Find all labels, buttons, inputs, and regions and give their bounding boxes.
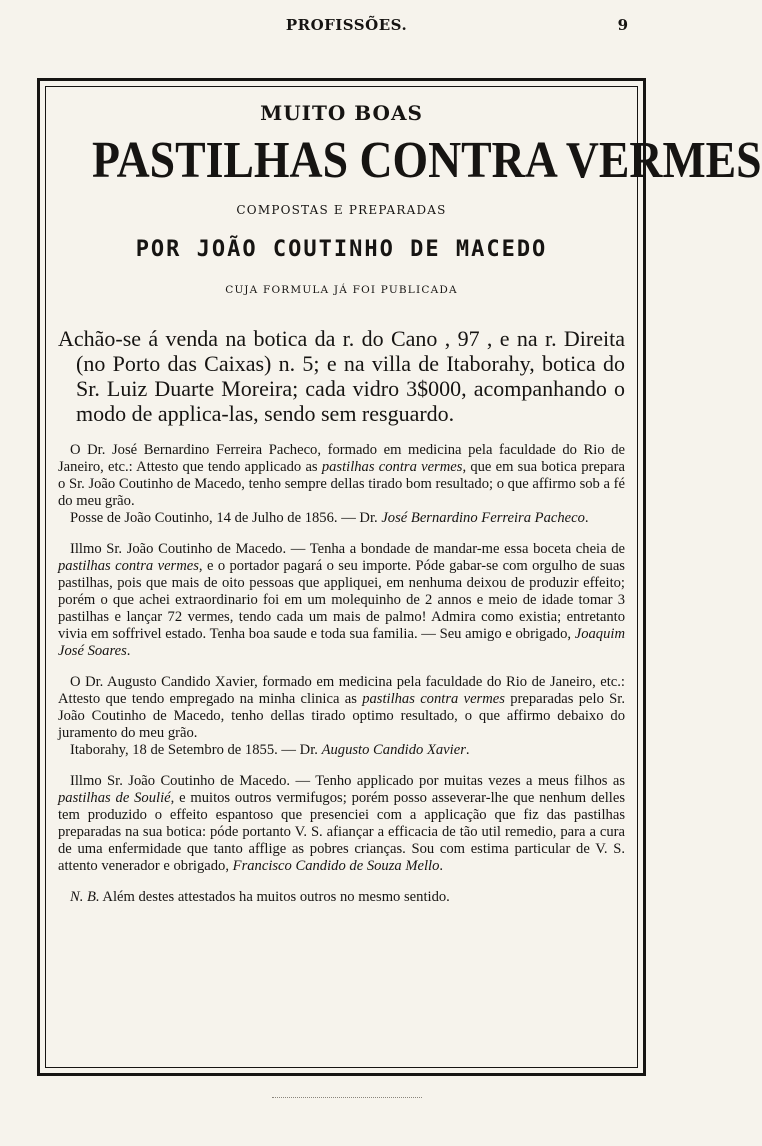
testimonial-text: , que em sua botica prepara o Sr. João Coutinho de Macedo, tenho sempre dellas tirado bom resultado; o que affirmo sob a fé do meu grão. [58,459,625,509]
ad-headline: PASTILHAS CONTRA VERMES [92,132,762,189]
signature-pacheco [58,510,625,527]
testimonial-text: , e o portador pagará o seu importe. Póde gabar-se com orgulho de suas pastilhas, pois que mais de oito pessoas que appliquei, em nenhuma deixou de produzir effeito; porém o que achei extraordinario foi em um molequinho de 2 annos e meio de idade tomar 3 pastilhas e lançar 72 vermes, tendo cada um mais de palmo! Admira como existia; entretanto vivia em soffrivel estado. Tenha boa saude e toda sua familia. — Seu amigo e obrigado, [58,558,625,642]
signature-text: Itaborahy, 18 de Setembro de 1855. — Dr. [70,742,322,758]
ad-compostas: COMPOSTAS E PREPARADAS [236,203,447,217]
signature-name: Joaquim José Soares [58,626,625,659]
testimonial-italic: pastilhas de Soulié [58,790,171,806]
running-head [0,10,693,40]
testimonial-text: Illmo Sr. João Coutinho de Macedo. — Tenho applicado por muitas vezes a meus filhos as [70,773,625,789]
testimonial-text: preparadas pelo Sr. João Coutinho de Macedo, tenho dellas tirado optimo resultado, o que affirmo debaixo do juramento do meu grão. [58,691,625,741]
ad-lead-paragraph: Achão-se á venda na botica da r. do Cano , 97 , e na r. Direita (no Porto das Caixas) n. 5; e na villa de Itaborahy, botica do Sr. Luiz Duarte Moreira; cada vidro 3$000, acompanhando o modo de applica-las, sendo sem resguardo. [58,326,625,426]
signature-xavier [58,742,625,759]
testimonial-pacheco [58,442,625,510]
testimonial-xavier [58,674,625,742]
testimonial-text: Illmo Sr. João Coutinho de Macedo. — Tenha a bondade de mandar-me essa boceta cheia de [70,541,625,557]
testimonial-italic: pastilhas contra vermes [58,558,199,574]
signature-text: Posse de João Coutinho, 14 de Julho de 1856. — Dr. [70,510,382,526]
signature-text: . [584,510,589,526]
running-head-title: PROFISSÕES. [285,16,408,34]
testimonial-text: , e muitos outros vermifugos; porém posso asseverar-lhe que nenhum delles tem produzido o effeito espantoso que presenciei com a applicação que fiz das pastilhas preparadas na sua botica: póde portanto V. S. afiançar a efficacia de tão util remedio, para a cura de uma enfermidade que tanto afflige as pobres crianças. Sou com estima particular de V. S. attento venerador e obrigado, [58,790,625,874]
nota-bene [58,889,625,906]
testimonial-mello [58,773,625,875]
bottom-dotted-rule [272,1097,422,1098]
ad-muito-boas: MUITO BOAS [260,101,423,125]
testimonial-italic: pastilhas contra vermes [321,459,463,475]
testimonial-soares [58,541,625,660]
nb-label: N. B. [70,889,100,905]
signature-text: . [465,742,470,758]
ad-formula: CUJA FORMULA JÁ FOI PUBLICADA [225,284,458,296]
advertisement-box [45,86,762,1068]
testimonial-text: . [439,858,444,874]
ad-author: POR JOÃO COUTINHO DE MACEDO [135,237,548,262]
page-number: 9 [617,16,628,34]
testimonial-text: O Dr. Augusto Candido Xavier, formado em medicina pela faculdade do Rio de Janeiro, etc.: Attesto que tendo empregado na minha clinica as [58,674,625,707]
testimonial-text: . [126,643,131,659]
nb-text: Além destes attestados ha muitos outros no mesmo sentido. [99,889,450,905]
signature-name: José Bernardino Ferreira Pacheco [381,510,585,526]
signature-name: Francisco Candido de Souza Mello [232,858,440,874]
signature-name: Augusto Candido Xavier [321,742,466,758]
testimonial-text: O Dr. José Bernardino Ferreira Pacheco, formado em medicina pela faculdade do Rio de Janeiro, etc.: Attesto que tendo applicado as [58,442,625,475]
testimonial-italic: pastilhas contra vermes [362,691,505,707]
